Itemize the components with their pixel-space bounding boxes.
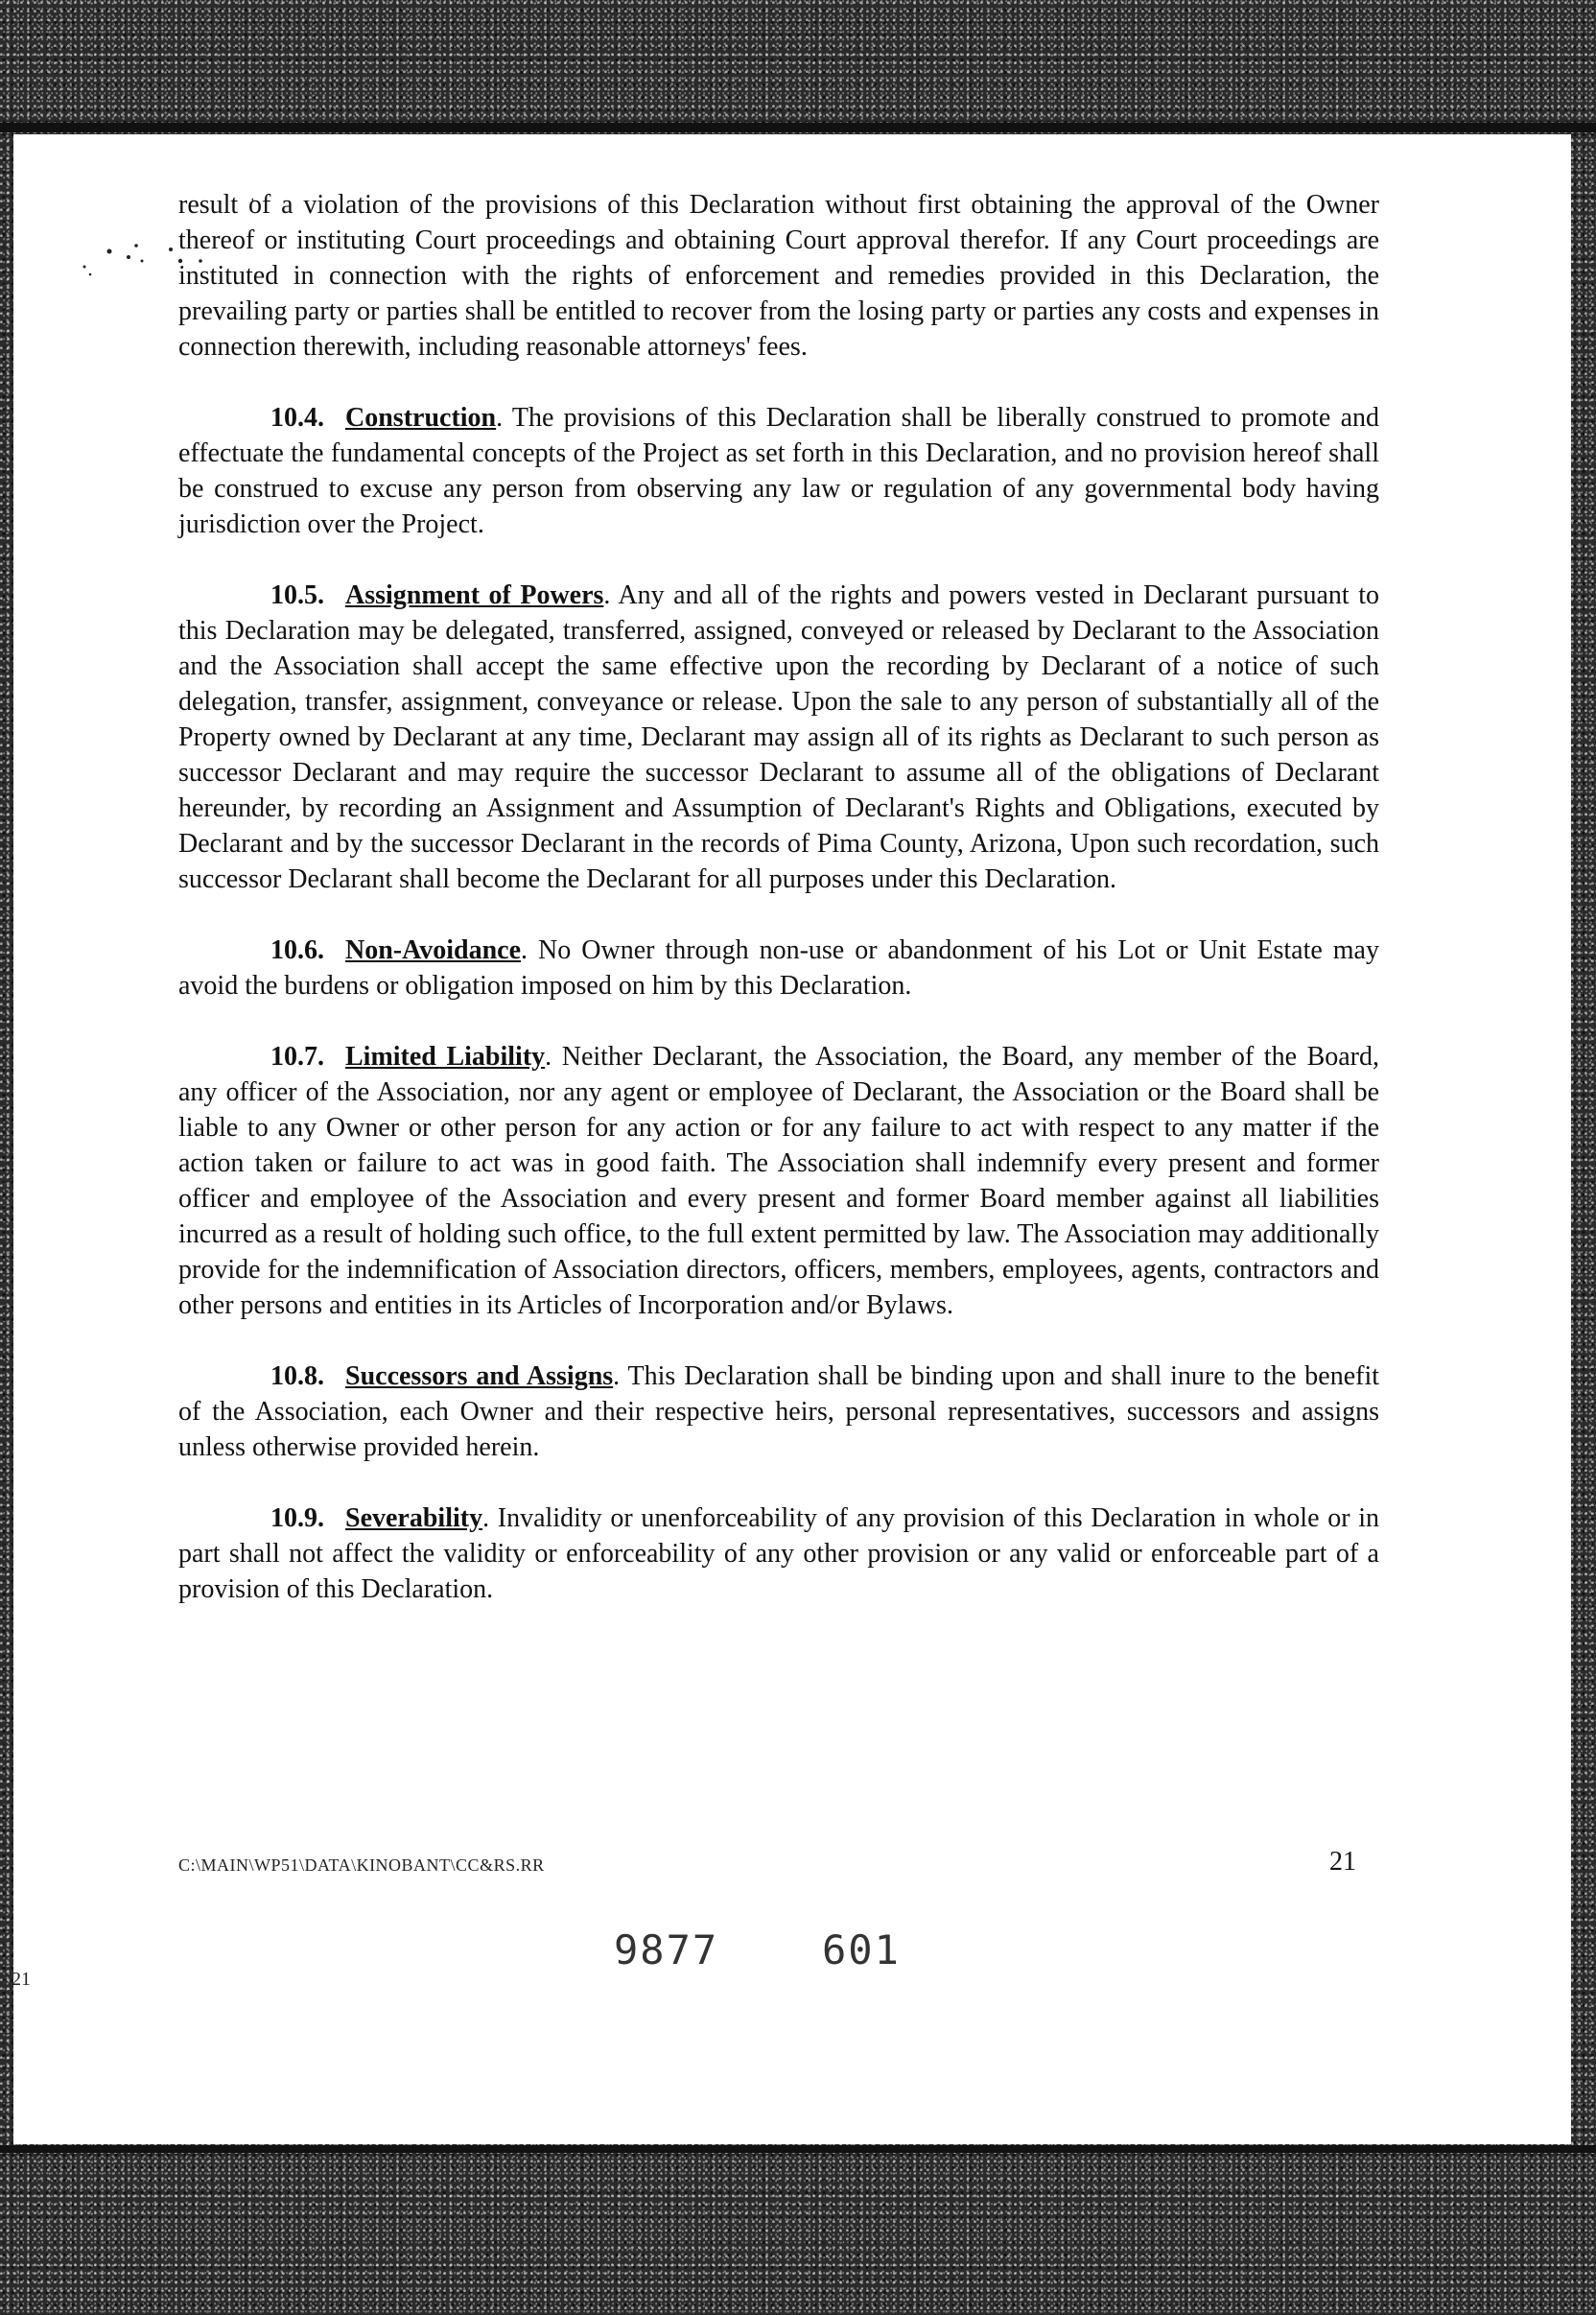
- section-10-4: [178, 400, 1379, 542]
- section-heading: Limited Liability: [345, 1042, 546, 1072]
- section-10-5: [178, 578, 1379, 897]
- document-body: [178, 187, 1379, 1642]
- section-number: 10.9.: [270, 1503, 324, 1533]
- scan-border-top: [0, 123, 1596, 132]
- section-number: 10.8.: [270, 1361, 324, 1391]
- section-text: . Invalidity or unenforceability of any provision of this Declaration in whole or in part shall not affect the validity or enforceability of any other provision or any valid or enforceable part of a provision of this Declaration.: [178, 1503, 1379, 1604]
- section-10-6: [178, 933, 1379, 1004]
- scan-border-bottom: [0, 2145, 1596, 2153]
- section-text: . The provisions of this Declaration shall be liberally construed to promote and effectuate the fundamental concepts of the Project as set forth in this Declaration, and no provision hereof shall be construed to excuse any person from observing any law or regulation of any governmental body having jurisdiction over the Project.: [178, 403, 1379, 539]
- recording-book-number: 9877: [614, 1926, 719, 1973]
- section-heading: Construction: [345, 403, 497, 433]
- section-number: 10.6.: [270, 935, 324, 965]
- section-heading: Assignment of Powers: [345, 580, 604, 610]
- section-heading: Non-Avoidance: [345, 935, 522, 965]
- paragraph-text: result of a violation of the provisions of this Declaration without first obtaining the approval of the Owner thereof or instituting Court proceedings and obtaining Court approval therefor. If any Court proceedings are instituted in connection with the rights of enforcement and remedies provided in this Declaration, the prevailing party or parties shall be entitled to recover from the losing party or parties any costs and expenses in connection therewith, including reasonable attorneys' fees.: [178, 190, 1379, 362]
- section-heading: Severability: [345, 1503, 483, 1533]
- section-10-7: [178, 1039, 1379, 1323]
- section-text: . Any and all of the rights and powers vested in Declarant pursuant to this Declaration may be delegated, transferred, assigned, conveyed or released by Declarant to the Association and the Association shall accept the same effective upon the recording by Declarant of a notice of such delegation, transfer, assignment, conveyance or release. Upon the sale to any person of substantially all of the Property owned by Declarant at any time, Declarant may assign all of its rights as Declarant to such person as successor Declarant and may require the successor Declarant to assume all of the obligations of Declarant hereunder, by recording an Assignment and Assumption of Declarant's Rights and Obligations, executed by Declarant and by the successor Declarant in the records of Pima County, Arizona, Upon such recordation, such successor Declarant shall become the Declarant for all purposes under this Declaration.: [178, 580, 1379, 894]
- page-number: 21: [1329, 1847, 1356, 1877]
- footer-file-path: C:\MAIN\WP51\DATA\KINOBANT\CC&RS.RR: [178, 1855, 545, 1875]
- paragraph-continuation: [178, 187, 1379, 365]
- section-text: . No Owner through non-use or abandonment of his Lot or Unit Estate may avoid the burdens or obligation imposed on him by this Declaration.: [178, 935, 1379, 1001]
- section-10-8: [178, 1358, 1379, 1465]
- section-text: . This Declaration shall be binding upon and shall inure to the benefit of the Association, each Owner and their respective heirs, personal representatives, successors and assigns unless otherwise provided herein.: [178, 1361, 1380, 1462]
- section-10-9: [178, 1500, 1379, 1607]
- section-heading: Successors and Assigns: [345, 1361, 614, 1391]
- recording-page-number: 601: [822, 1926, 901, 1973]
- section-number: 10.5.: [270, 580, 324, 610]
- corner-page-mark: 21: [12, 1969, 31, 1990]
- section-text: . Neither Declarant, the Association, the Board, any member of the Board, any officer of the Association, nor any agent or employee of Declarant, the Association or the Board shall be liable to any Owner or other person for any action or for any failure to act with respect to any matter if the action taken or failure to act was in good faith. The Association shall indemnify every present and former officer and employee of the Association and every present and former Board member against all liabilities incurred as a result of holding such office, to the full extent permitted by law. The Association may additionally provide for the indemnification of Association directors, officers, members, employees, agents, contractors and other persons and entities in its Articles of Incorporation and/or Bylaws.: [178, 1042, 1380, 1320]
- section-number: 10.7.: [270, 1042, 324, 1072]
- section-number: 10.4.: [270, 403, 324, 433]
